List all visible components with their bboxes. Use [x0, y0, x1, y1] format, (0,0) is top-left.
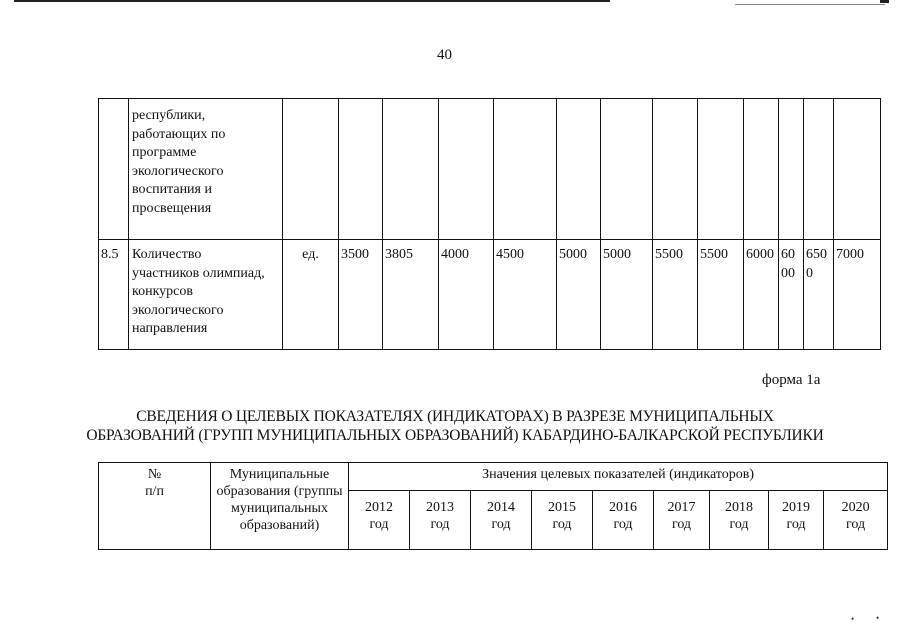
value-cell	[744, 99, 779, 240]
value-cell	[339, 99, 383, 240]
unit-cell: ед.	[283, 240, 339, 350]
value-cell: 6500	[804, 240, 834, 350]
value-cell	[834, 99, 881, 240]
header-line: образований)	[239, 518, 320, 533]
indicator-name	[129, 240, 283, 350]
year-label: 2017	[667, 500, 696, 515]
year-header	[824, 491, 888, 550]
scan-edge-line	[14, 0, 610, 2]
value-cell: 7000	[834, 240, 881, 350]
year-label: 2018	[725, 500, 753, 515]
year-label: 2016	[609, 500, 637, 515]
year-unit: год	[846, 517, 866, 532]
year-label: 2019	[782, 500, 810, 515]
indicator-name-line: республики,	[132, 108, 206, 123]
table-row	[99, 240, 881, 350]
year-header	[532, 491, 593, 550]
column-header-number	[99, 463, 211, 550]
value-cell: 4500	[494, 240, 557, 350]
heading-line-1: СВЕДЕНИЯ О ЦЕЛЕВЫХ ПОКАЗАТЕЛЯХ (ИНДИКАТОРАХ) В РАЗРЕЗЕ МУНИЦИПАЛЬНЫХ	[136, 408, 774, 425]
year-label: 2012	[365, 500, 393, 515]
indicator-name-line: работающих по	[132, 126, 226, 142]
value-cell	[779, 99, 804, 240]
value-cell	[601, 99, 653, 240]
value-cell: 5500	[653, 240, 698, 350]
year-header	[410, 491, 471, 550]
value-cell	[804, 99, 834, 240]
column-header-municipalities	[211, 463, 349, 550]
scan-edge-line-right	[735, 4, 885, 5]
year-unit: год	[671, 517, 692, 532]
indicator-name-line: направления	[132, 321, 208, 336]
row-number	[99, 99, 129, 240]
value-cell: 5500	[698, 240, 744, 350]
year-label: 2013	[426, 500, 454, 515]
indicator-name-line: Количество	[132, 247, 202, 262]
value-cell	[653, 99, 698, 240]
year-unit: год	[491, 517, 511, 532]
value-cell: 5000	[557, 240, 601, 350]
header-line: №	[147, 467, 162, 482]
year-header	[769, 491, 824, 550]
year-header	[593, 491, 654, 550]
value-cell	[494, 99, 557, 240]
indicator-name-line: конкурсов	[132, 284, 194, 299]
section-heading	[70, 407, 840, 445]
header-row	[99, 463, 888, 491]
year-label: 2014	[487, 500, 515, 515]
page-number: 40	[437, 47, 452, 63]
header-line: Муниципальные	[229, 467, 330, 482]
year-unit: год	[369, 517, 389, 532]
year-unit: год	[729, 517, 749, 532]
value-cell	[557, 99, 601, 240]
unit-cell	[283, 99, 339, 240]
value-cell: 3805	[383, 240, 439, 350]
form-label: форма 1а	[762, 372, 821, 388]
value-cell: 6000	[779, 240, 804, 350]
year-unit: год	[613, 517, 633, 532]
indicator-name-line: участников олимпиад,	[132, 265, 265, 281]
year-unit: год	[786, 517, 806, 532]
indicator-name-line: экологического	[132, 163, 224, 179]
year-unit: год	[552, 517, 572, 532]
year-header	[471, 491, 532, 550]
column-header-values: Значения целевых показателей (индикаторов)	[349, 463, 888, 491]
value-cell: 5000	[601, 240, 653, 350]
header-line: п/п	[145, 484, 164, 499]
row-number: 8.5	[99, 240, 129, 350]
table-row	[99, 99, 881, 240]
year-header	[349, 491, 410, 550]
indicator-name-line: просвещения	[132, 200, 212, 216]
heading-line-2: ОБРАЗОВАНИЙ (ГРУПП МУНИЦИПАЛЬНЫХ ОБРАЗОВАНИЙ) КАБАРДИНО-БАЛКАРСКОЙ РЕСПУБЛИКИ	[86, 427, 824, 444]
value-cell	[698, 99, 744, 240]
indicator-name-line: программе	[132, 145, 197, 160]
indicator-name-line: экологического	[132, 302, 224, 318]
year-header	[654, 491, 710, 550]
value-cell: 6000	[744, 240, 779, 350]
indicator-table	[98, 98, 881, 350]
indicator-name	[129, 99, 283, 240]
scan-speck: •	[876, 613, 880, 623]
municipal-indicator-table	[98, 462, 888, 550]
year-unit: год	[430, 517, 450, 532]
scan-edge-mark	[880, 0, 889, 3]
value-cell: 4000	[439, 240, 494, 350]
year-header	[710, 491, 769, 550]
scan-speck: •	[851, 614, 855, 624]
year-label: 2020	[841, 500, 870, 515]
indicator-name-line: воспитания и	[132, 182, 212, 197]
header-line: муниципальных	[231, 501, 328, 516]
value-cell: 3500	[339, 240, 383, 350]
year-label: 2015	[548, 500, 576, 515]
value-cell	[383, 99, 439, 240]
header-line: образования (группы	[216, 484, 343, 499]
value-cell	[439, 99, 494, 240]
